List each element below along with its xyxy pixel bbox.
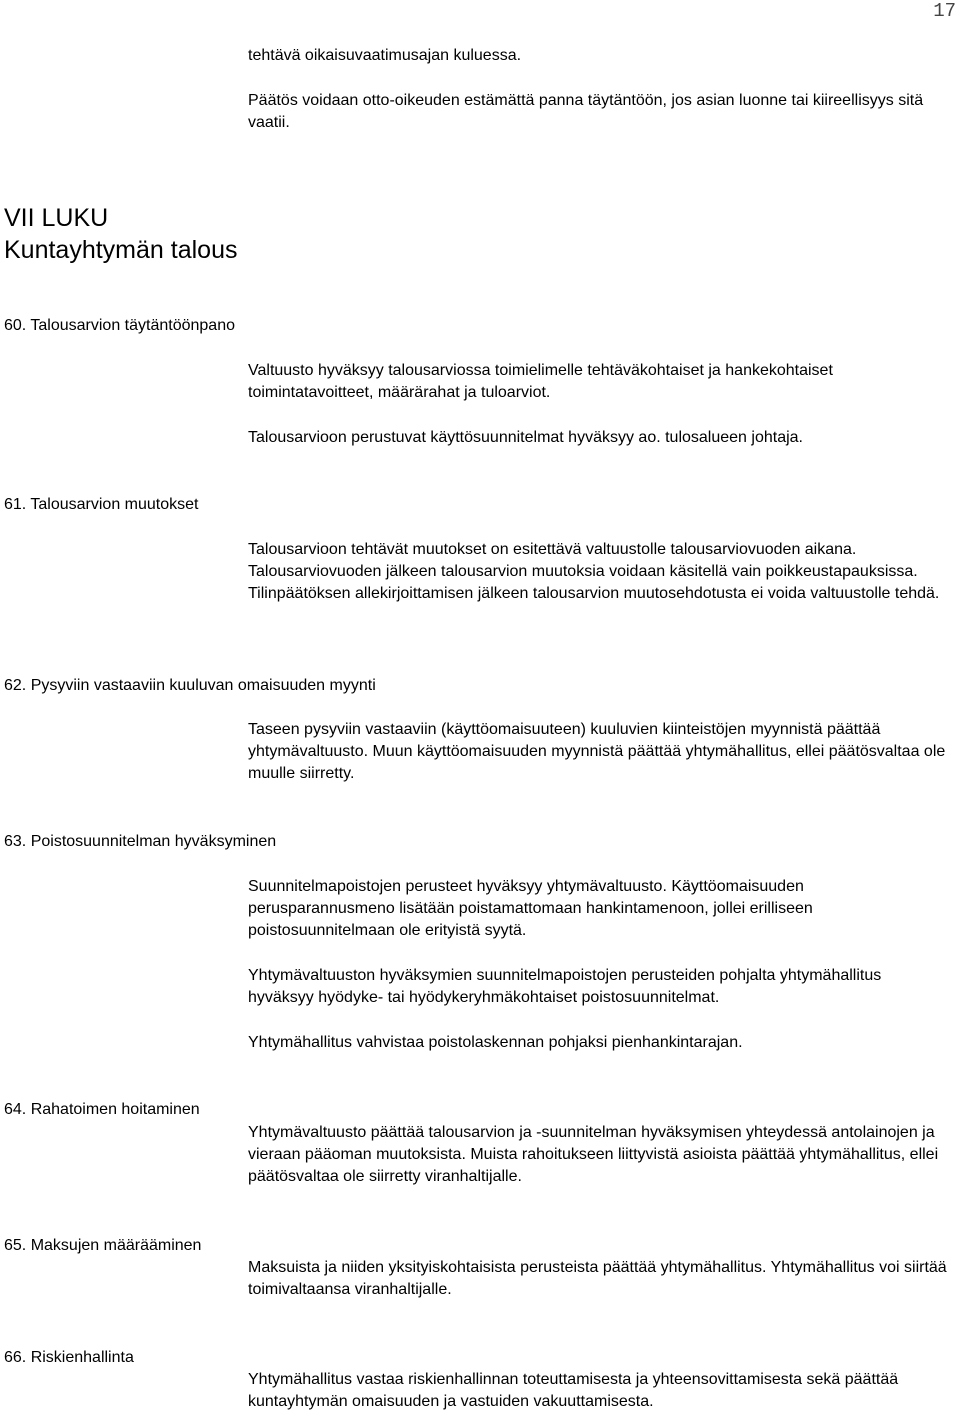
section-63-paragraph-1: Suunnitelmapoistojen perusteet hyväksyy yhtymävaltuusto. Käyttöomaisuuden perusparannusmeno lisätään poistamattomaan hankintamenoon, jollei erilliseen poistosuunnitelmaan ole erityistä syytä. (248, 878, 813, 939)
intro-paragraph-1: tehtävä oikaisuvaatimusajan kuluessa. (248, 47, 522, 64)
section-60-paragraph-1: Valtuusto hyväksyy talousarviossa toimielimelle tehtäväkohtaiset ja hankekohtaiset toimintatavoitteet, määrärahat ja tuloarviot. (248, 362, 833, 401)
section-60-paragraph-2: Talousarvioon perustuvat käyttösuunnitelmat hyväksyy ao. tulosalueen johtaja. (248, 429, 803, 446)
section-63-title: 63. Poistosuunnitelman hyväksyminen (4, 833, 277, 850)
chapter-title: Kuntayhtymän talous (4, 236, 238, 264)
chapter-number: VII LUKU (4, 204, 109, 232)
section-63-paragraph-2: Yhtymävaltuuston hyväksymien suunnitelmapoistojen perusteiden pohjalta yhtymähallitus hyväksyy hyödyke- tai hyödykeryhmäkohtaiset poistosuunnitelmat. (248, 967, 882, 1006)
section-61-paragraph-1: Talousarvioon tehtävät muutokset on esitettävä valtuustolle talousarviovuoden aikana. Talousarviovuoden jälkeen talousarvion muutoksia voidaan käsitellä vain poikkeustapauksissa. Tilinpäätöksen allekirjoittamisen jälkeen talousarvion muutosehdotusta ei voida valtuustolle tehdä. (248, 541, 940, 602)
page-number: 17 (933, 0, 956, 22)
section-65-paragraph-1: Maksuista ja niiden yksityiskohtaisista perusteista päättää yhtymähallitus. Yhtymähallitus voi siirtää toimivaltaansa viranhaltijalle. (248, 1259, 947, 1298)
chapter-heading (4, 202, 237, 266)
section-62-title: 62. Pysyviin vastaaviin kuuluvan omaisuuden myynti (4, 677, 376, 694)
section-63-paragraph-3: Yhtymähallitus vahvistaa poistolaskennan pohjaksi pienhankintarajan. (248, 1034, 743, 1051)
section-66-paragraph-1: Yhtymähallitus vastaa riskienhallinnan toteuttamisesta ja yhteensovittamisesta sekä päättää kuntayhtymän omaisuuden ja vastuiden vakuuttamisesta. (248, 1371, 899, 1410)
section-65-title: 65. Maksujen määrääminen (4, 1237, 202, 1254)
section-66-title: 66. Riskienhallinta (4, 1349, 134, 1366)
intro-paragraph-2: Päätös voidaan otto-oikeuden estämättä panna täytäntöön, jos asian luonne tai kiireellisyys sitä vaatii. (248, 92, 924, 131)
section-64-title: 64. Rahatoimen hoitaminen (4, 1101, 200, 1118)
section-62-paragraph-1: Taseen pysyviin vastaaviin (käyttöomaisuuteen) kuuluvien kiinteistöjen myynnistä päättää yhtymävaltuusto. Muun käyttöomaisuuden myynnistä päättää yhtymähallitus, ellei päätösvaltaa ole muulle siirretty. (248, 721, 946, 782)
section-61-title: 61. Talousarvion muutokset (4, 496, 199, 513)
section-64-paragraph-1: Yhtymävaltuusto päättää talousarvion ja -suunnitelman hyväksymisen yhteydessä antolainojen ja vieraan pääoman muutoksista. Muista rahoitukseen liittyvistä asioista päättää yhtymähallitus, ellei päätösvaltaa ole siirretty viranhaltijalle. (248, 1124, 939, 1185)
section-60-title: 60. Talousarvion täytäntöönpano (4, 317, 235, 334)
